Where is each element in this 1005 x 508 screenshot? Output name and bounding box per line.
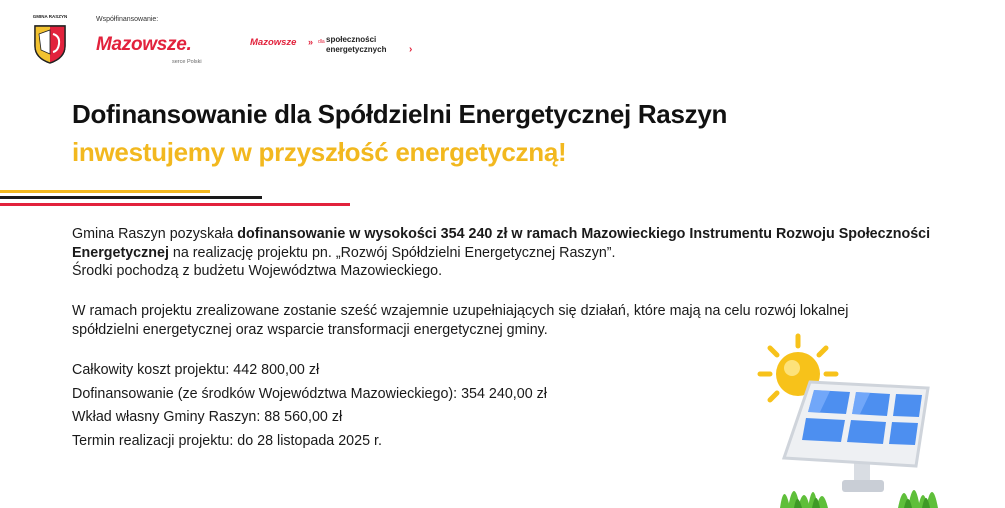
fact-deadline: Termin realizacji projektu: do 28 listopada 2025 r.: [72, 432, 382, 449]
fact-own-contribution: Wkład własny Gminy Raszyn: 88 560,00 zł: [72, 409, 343, 425]
para1-bold: dofinansowanie w wysokości 354 240 zł w ramach Mazowieckiego Instrumentu Rozwoju Społeczności Energetycznej: [72, 226, 931, 261]
mazowsze-logo: Mazowsze.: [96, 34, 192, 55]
paragraph-actions: W ramach projektu zrealizowane zostanie sześć wzajemnie uzupełniających się działań, które mają na celu rozwój lokalnej spółdzielni energetycznej oraz wsparcie transformacji energetycznej gminy.: [72, 303, 849, 338]
crest-caption: GMINA RASZYN: [32, 14, 68, 19]
program-line1: społeczności: [326, 35, 377, 44]
fact-total-cost: Całkowity koszt projektu: 442 800,00 zł: [72, 362, 320, 378]
paragraph-funding: [72, 225, 942, 281]
raszyn-coat-of-arms-icon: [33, 24, 67, 64]
solar-panel-sun-icon: [750, 330, 1000, 508]
para1-intro: Gmina Raszyn pozyskała: [72, 226, 238, 242]
stripe-black: [0, 196, 262, 199]
mazowsze-tagline: serce Polski: [172, 59, 202, 65]
program-arrows-icon: »: [308, 37, 314, 47]
program-line2: energetycznych: [326, 45, 387, 54]
stripe-yellow: [0, 190, 210, 193]
para1-source: Środki pochodzą z budżetu Województwa Mazowieckiego.: [72, 263, 443, 279]
fact-cofinancing: Dofinansowanie (ze środków Województwa Mazowieckiego): 354 240,00 zł: [72, 385, 547, 402]
stripe-red: [0, 203, 350, 206]
program-brand: Mazowsze: [250, 37, 297, 48]
page-title: Dofinansowanie dla Spółdzielni Energetycznej Raszyn: [72, 99, 728, 129]
para1-rest: na realizację projektu pn. „Rozwój Spółdzielni Energetycznej Raszyn”.: [168, 244, 616, 261]
page-subtitle: inwestujemy w przyszłość energetyczną!: [72, 137, 567, 167]
cofinancing-label: Współfinansowanie:: [96, 16, 159, 23]
project-facts: [72, 359, 752, 453]
program-chevron-icon: ›: [409, 44, 413, 55]
program-dla: dla: [318, 39, 325, 45]
